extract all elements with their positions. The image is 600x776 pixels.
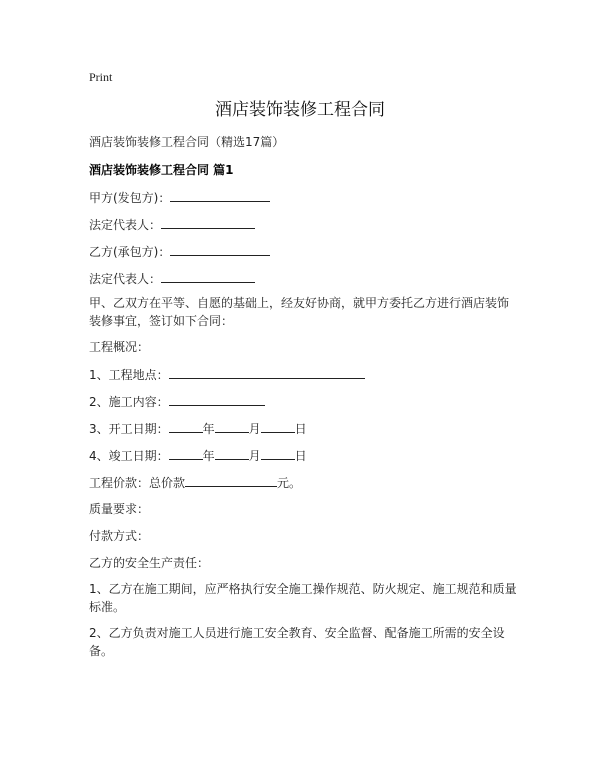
party-a-line — [89, 188, 270, 207]
item2-line — [89, 392, 265, 411]
start-year-unit: 年 — [202, 422, 215, 436]
party-b-blank — [170, 242, 270, 256]
item4-label: 4、竣工日期： — [89, 449, 169, 463]
end-day-blank — [261, 446, 295, 460]
party-b-line — [89, 242, 270, 261]
item1-line — [89, 365, 365, 384]
rep-a-line — [89, 215, 255, 234]
item2-blank — [169, 392, 265, 406]
end-year-blank — [169, 446, 203, 460]
end-year-unit: 年 — [202, 449, 215, 463]
intro-paragraph: 甲、乙双方在平等、自愿的基础上，经友好协商，就甲方委托乙方进行酒店装饰装修事宜，签订如下合同： — [89, 296, 510, 328]
start-day-unit: 日 — [294, 422, 307, 436]
safety-heading: 乙方的安全生产责任： — [89, 556, 210, 570]
item1-label: 1、工程地点： — [89, 368, 169, 382]
end-day-unit: 日 — [294, 449, 307, 463]
item4-line — [89, 446, 307, 465]
quality-heading: 质量要求： — [89, 502, 150, 516]
item2-label: 2、施工内容： — [89, 395, 169, 409]
start-month-unit: 月 — [248, 422, 261, 436]
rep-b-label: 法定代表人： — [89, 272, 162, 286]
overview-heading: 工程概况： — [89, 340, 150, 354]
safety-item-1: 1、乙方在施工期间，应严格执行安全施工操作规范、防火规定、施工规范和质量标准。 — [89, 582, 517, 614]
price-unit: 元。 — [277, 476, 302, 490]
print-label: Print — [89, 70, 113, 84]
end-month-unit: 月 — [248, 449, 261, 463]
price-label: 工程价款：总价款 — [89, 476, 186, 490]
document-subtitle: 酒店装饰装修工程合同（精选17篇） — [89, 135, 285, 149]
item3-line — [89, 419, 307, 438]
safety-item-2: 2、乙方负责对施工人员进行施工安全教育、安全监督、配备施工所需的安全设备。 — [89, 626, 505, 658]
item3-label: 3、开工日期： — [89, 422, 169, 436]
start-month-blank — [215, 419, 249, 433]
payment-heading: 付款方式： — [89, 529, 150, 543]
rep-b-blank — [161, 269, 255, 283]
party-a-label: 甲方(发包方)： — [89, 191, 171, 205]
start-day-blank — [261, 419, 295, 433]
document-title: 酒店装饰装修工程合同 — [215, 100, 385, 120]
start-year-blank — [169, 419, 203, 433]
end-month-blank — [215, 446, 249, 460]
party-a-blank — [170, 188, 270, 202]
price-line — [89, 473, 301, 492]
item1-blank — [169, 365, 365, 379]
price-blank — [185, 473, 277, 487]
rep-a-label: 法定代表人： — [89, 218, 162, 232]
section-heading: 酒店装饰装修工程合同 篇1 — [89, 163, 234, 177]
party-b-label: 乙方(承包方)： — [89, 245, 171, 259]
rep-b-line — [89, 269, 255, 288]
rep-a-blank — [161, 215, 255, 229]
